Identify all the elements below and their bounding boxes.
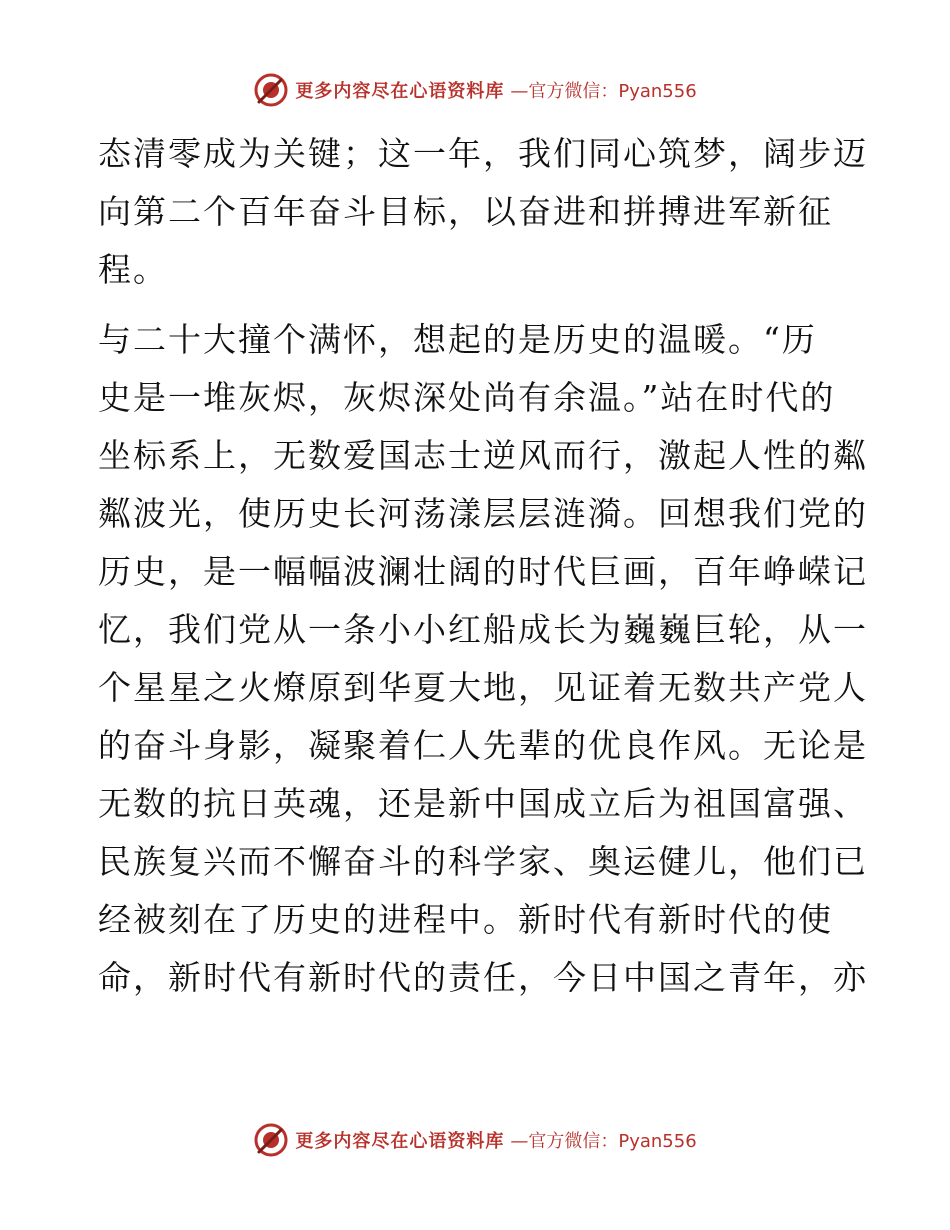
text-line: 向第二个百年奋斗目标，以奋进和拼搏进军新征 [98, 192, 833, 231]
banner-main-text: 更多内容尽在心语资料库 [295, 1131, 505, 1152]
paragraph-spacer [98, 299, 858, 311]
text-line: 民族复兴而不懈奋斗的科学家、奥运健儿，他们已 [98, 842, 868, 881]
text-line: 坐标系上，无数爱国志士逆风而行，激起人性的粼 [98, 436, 868, 475]
text-line: 态清零成为关键；这一年，我们同心筑梦，阔步迈 [98, 134, 868, 173]
text-line: 史是一堆灰烬，灰烬深处尚有余温。”站在时代的 [98, 378, 836, 417]
text-line: 粼波光，使历史长河荡漾层层涟漪。回想我们党的 [98, 494, 868, 533]
text-line: 历史，是一幅幅波澜壮阔的时代巨画，百年峥嵘记 [98, 552, 868, 591]
paragraph-2 [98, 311, 868, 1007]
text-line: 忆，我们党从一条小小红船成长为巍巍巨轮，从一 [98, 610, 868, 649]
footer-watermark-banner [0, 1120, 950, 1160]
document-body [98, 125, 868, 1007]
quill-seal-icon [253, 1122, 289, 1158]
text-line: 个星星之火燎原到华夏大地，见证着无数共产党人 [98, 668, 868, 707]
text-line: 程。 [98, 250, 168, 289]
text-line: 无数的抗日英魂，还是新中国成立后为祖国富强、 [98, 784, 868, 823]
banner-main-text: 更多内容尽在心语资料库 [295, 81, 505, 102]
text-line: 经被刻在了历史的进程中。新时代有新时代的使 [98, 900, 833, 939]
text-line: 的奋斗身影，凝聚着仁人先辈的优良作风。无论是 [98, 726, 868, 765]
text-line: 命，新时代有新时代的责任，今日中国之青年，亦 [98, 958, 868, 997]
text-line: 与二十大撞个满怀，想起的是历史的温暖。“历 [98, 320, 817, 359]
quill-seal-icon [253, 72, 289, 108]
paragraph-1 [98, 125, 868, 299]
banner-wechat-text: —官方微信：Pyan556 [510, 1131, 697, 1152]
banner-wechat-text: —官方微信：Pyan556 [510, 81, 697, 102]
header-watermark-banner [0, 70, 950, 110]
